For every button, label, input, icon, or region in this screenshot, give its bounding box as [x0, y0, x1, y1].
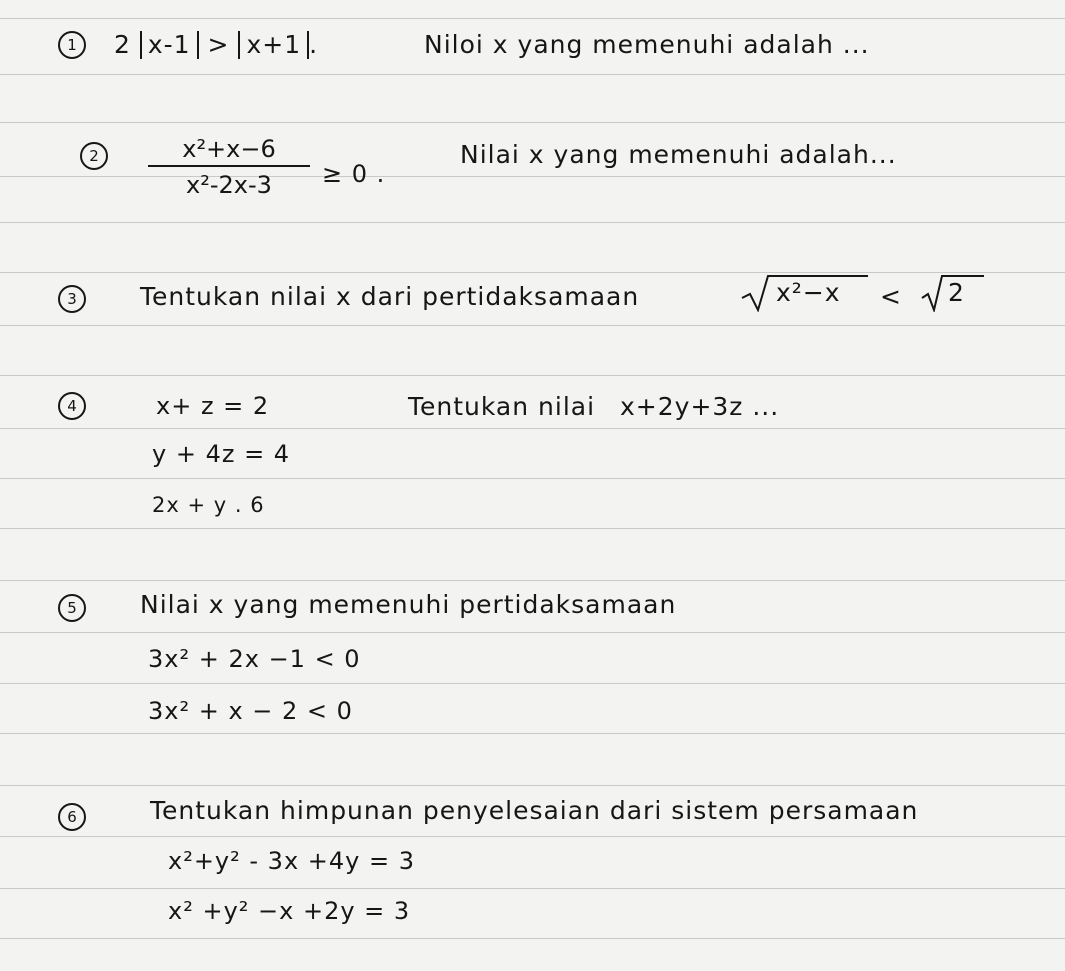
item-4-question: Tentukan nilai — [408, 392, 596, 421]
inequality-line: 3x² + x − 2 < 0 — [148, 697, 353, 725]
item-number-2: 2 — [80, 142, 108, 170]
item-3-relation: < — [880, 282, 902, 311]
radicand-right: 2 — [948, 278, 965, 307]
rule-line — [0, 733, 1065, 734]
rule-line — [0, 580, 1065, 581]
item-number-6: 6 — [58, 803, 86, 831]
equation-line: x²+y² - 3x +4y = 3 — [168, 847, 415, 875]
rule-line — [0, 272, 1065, 273]
item-3-question: Tentukan nilai x dari pertidaksamaan — [140, 282, 640, 311]
rule-line — [0, 428, 1065, 429]
item-number-4: 4 — [58, 392, 86, 420]
operator: > — [207, 30, 230, 59]
item-number-3: 3 — [58, 285, 86, 313]
rule-line — [0, 122, 1065, 123]
equation-line: y + 4z = 4 — [152, 440, 291, 468]
inequality-line: 3x² + 2x −1 < 0 — [148, 645, 361, 673]
equation-line: x² +y² −x +2y = 3 — [168, 897, 411, 925]
abs-left: x-1 — [140, 31, 199, 59]
sqrt-right — [920, 272, 986, 312]
item-5-question: Nilai x yang memenuhi pertidaksamaan — [140, 590, 677, 619]
item-2-fraction — [148, 135, 310, 199]
rule-line — [0, 632, 1065, 633]
rule-line — [0, 74, 1065, 75]
numerator: x²+x−6 — [182, 135, 276, 163]
item-1-inequality — [114, 30, 318, 59]
equation-line: 2x + y . 6 — [152, 493, 265, 517]
item-2-relation: ≥ 0 . — [322, 160, 386, 188]
rule-line — [0, 325, 1065, 326]
rule-line — [0, 888, 1065, 889]
rule-line — [0, 18, 1065, 19]
coefficient: 2 — [114, 30, 131, 59]
sqrt-left — [740, 272, 870, 312]
abs-right: x+1 — [238, 31, 309, 59]
item-2-question: Nilai x yang memenuhi adalah... — [460, 140, 897, 169]
rule-line — [0, 683, 1065, 684]
denominator: x²-2x-3 — [186, 171, 272, 199]
item-6-question: Tentukan himpunan penyelesaian dari sistem persamaan — [150, 796, 919, 825]
item-1-question: Niloi x yang memenuhi adalah ... — [424, 30, 870, 59]
item-4-expression: x+2y+3z ... — [620, 392, 780, 421]
rule-line — [0, 222, 1065, 223]
period: . — [309, 30, 319, 59]
fraction-bar — [148, 165, 310, 167]
rule-line — [0, 478, 1065, 479]
rule-line — [0, 938, 1065, 939]
rule-line — [0, 836, 1065, 837]
rule-line — [0, 528, 1065, 529]
rule-line — [0, 375, 1065, 376]
rule-line — [0, 785, 1065, 786]
radicand-left: x²−x — [776, 278, 841, 307]
item-number-5: 5 — [58, 594, 86, 622]
equation-line: x+ z = 2 — [156, 392, 270, 420]
item-number-1: 1 — [58, 31, 86, 59]
